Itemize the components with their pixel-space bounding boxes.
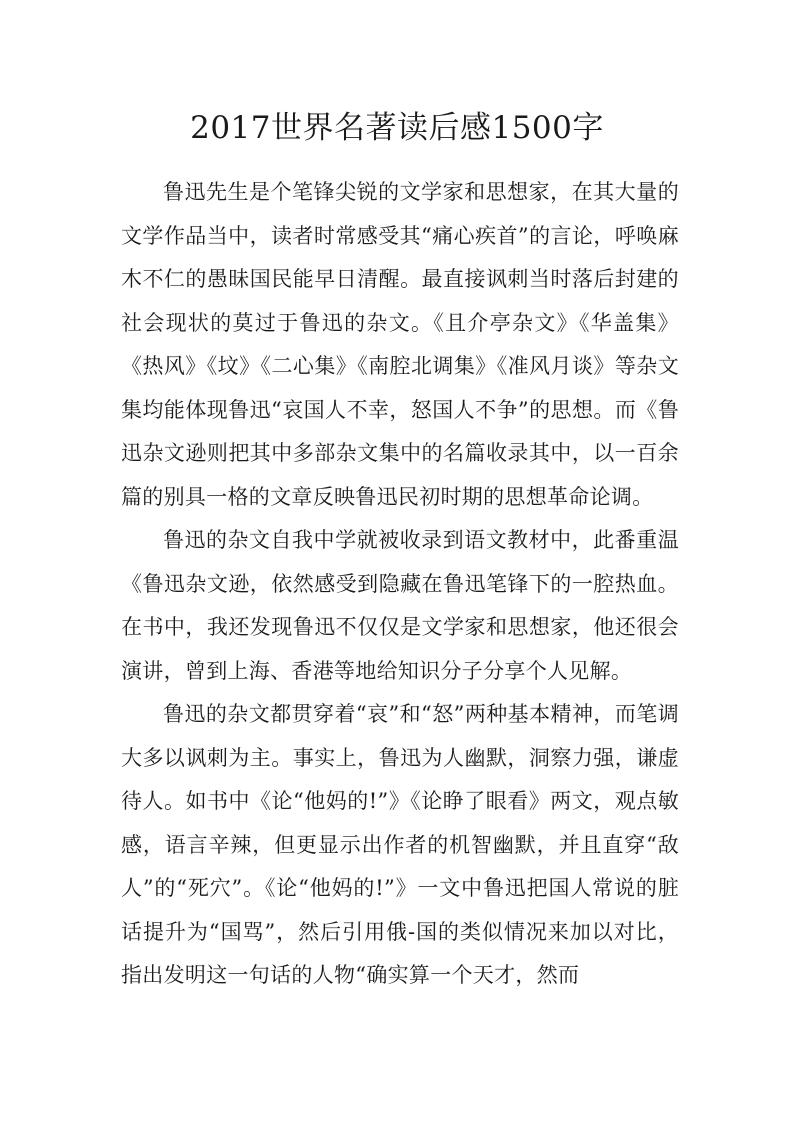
paragraph-2: 鲁迅的杂文自我中学就被收录到语文教材中，此番重温《鲁迅杂文逊，依然感受到隐藏在鲁迅笔锋下的一腔热血。在书中，我还发现鲁迅不仅仅是文学家和思想家，他还很会演讲，曾到上海、香港等地给知识分子分享个人见解。	[121, 528, 679, 683]
paragraph-3: 鲁迅的杂文都贯穿着“哀”和“怒”两种基本精神，而笔调大多以讽刺为主。事实上，鲁迅为人幽默，洞察力强，谦虚待人。如书中《论“他妈的!”》《论睁了眼看》两文，观点敏感，语言辛辣，但更显示出作者的机智幽默，并且直穿“敌人”的“死穴”。《论“他妈的!”》一文中鲁迅把国人常说的脏话提升为“国骂”，然后引用俄-国的类似情况来加以对比，指出发明这一句话的人物“确实算一个天才，然而	[121, 702, 679, 987]
document-body	[121, 171, 679, 998]
paragraph-1: 鲁迅先生是个笔锋尖锐的文学家和思想家，在其大量的文学作品当中，读者时常感受其“痛心疾首”的言论，呼唤麻木不仁的愚昧国民能早日清醒。最直接讽刺当时落后封建的社会现状的莫过于鲁迅的杂文。《且介亭杂文》《华盖集》《热风》《坟》《二心集》《南腔北调集》《准风月谈》等杂文集均能体现鲁迅“哀国人不幸，怒国人不争”的思想。而《鲁迅杂文逊则把其中多部杂文集中的名篇收录其中，以一百余篇的别具一格的文章反映鲁迅民初时期的思想革命论调。	[121, 180, 679, 509]
document-title: 2017世界名著读后感1500字	[190, 110, 604, 146]
